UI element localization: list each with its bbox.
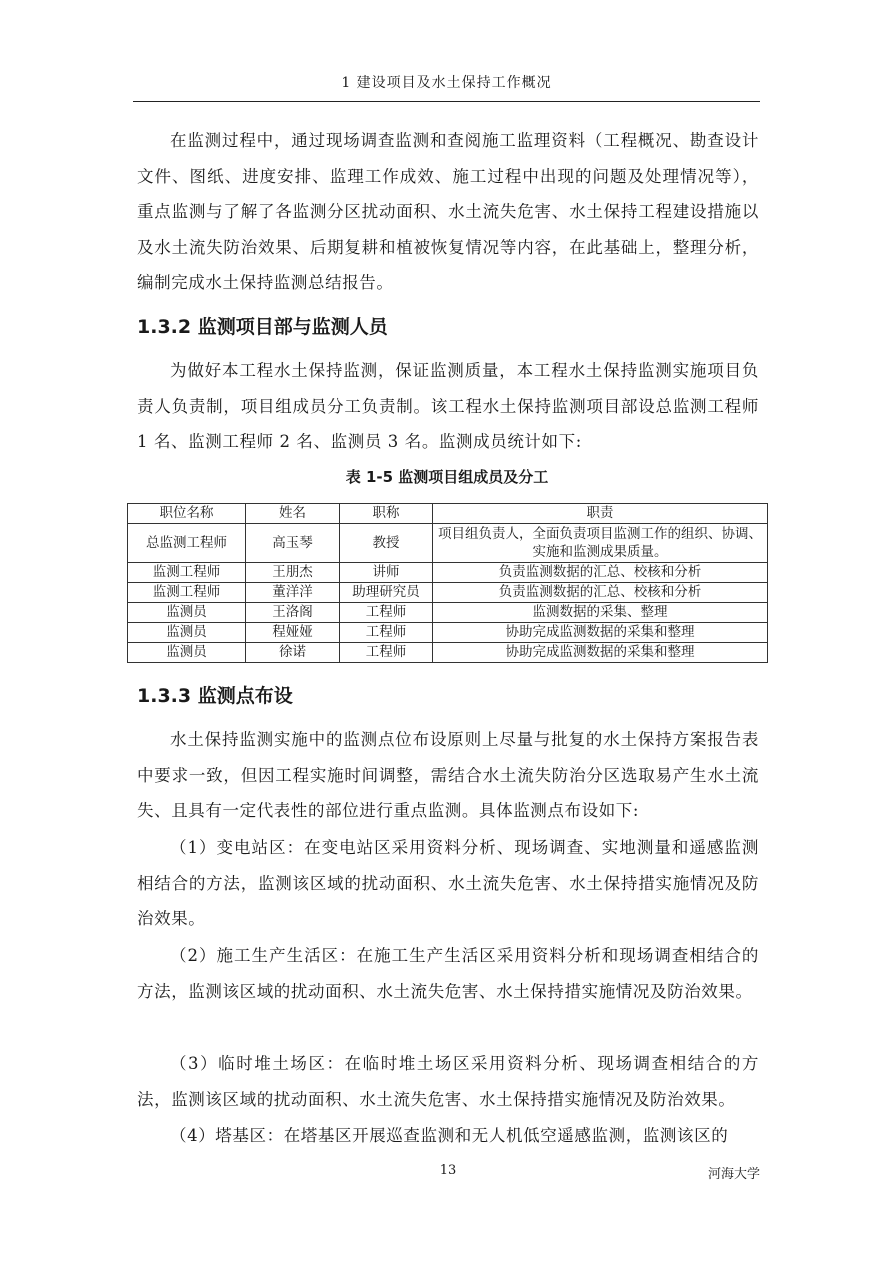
cell-duty: 协助完成监测数据的采集和整理 <box>433 643 768 663</box>
cell-title: 助理研究员 <box>340 583 433 603</box>
header-cell-name: 姓名 <box>246 504 340 524</box>
paragraph-substation-area: （1）变电站区：在变电站区采用资料分析、现场调查、实地测量和遥感监测相结合的方法，监测该区域的扰动面积、水土流失危害、水土保持措实施情况及防治效果。 <box>137 838 759 928</box>
footer-institution: 河海大学 <box>707 1167 760 1182</box>
cell-title: 教授 <box>340 524 433 563</box>
header-cell-duty: 职责 <box>433 504 768 524</box>
cell-duty: 项目组负责人，全面负责项目监测工作的组织、协调、实施和监测成果质量。 <box>433 524 768 563</box>
cell-position: 总监测工程师 <box>128 524 246 563</box>
section-heading-1-3-3: 1.3.3 监测点布设 <box>137 685 293 707</box>
header-cell-title: 职称 <box>340 504 433 524</box>
cell-position: 监测员 <box>128 643 246 663</box>
table-row <box>128 524 768 563</box>
header-cell-position: 职位名称 <box>128 504 246 524</box>
cell-duty: 监测数据的采集、整理 <box>433 603 768 623</box>
cell-title: 工程师 <box>340 643 433 663</box>
cell-name: 董洋洋 <box>246 583 340 603</box>
cell-name: 王洛阁 <box>246 603 340 623</box>
paragraph-tower-base-area: （4）塔基区：在塔基区开展巡查监测和无人机低空遥感监测，监测该区的 <box>170 1126 729 1145</box>
table-header-row <box>128 504 768 524</box>
section-heading-1-3-2: 1.3.2 监测项目部与监测人员 <box>137 316 388 338</box>
cell-name: 程娅娅 <box>246 623 340 643</box>
paragraph-monitoring-process: 在监测过程中，通过现场调查监测和查阅施工监理资料（工程概况、勘查设计文件、图纸、进度安排、监理工作成效、施工过程中出现的问题及处理情况等），重点监测与了解了各监测分区扰动面积、水土流失危害、水土保持工程建设措施以及水土流失防治效果、后期复耕和植被恢复情况等内容，在此基础上，整理分析，编制完成水土保持监测总结报告。 <box>137 131 759 292</box>
paragraph-project-team: 为做好本工程水土保持监测，保证监测质量，本工程水土保持监测实施项目负责人负责制，项目组成员分工负责制。该工程水土保持监测项目部设总监测工程师 1 名、监测工程师 2 名、监测员 3 名。监测成员统计如下: <box>137 361 759 451</box>
cell-title: 讲师 <box>340 563 433 583</box>
table-row <box>128 643 768 663</box>
table-row <box>128 583 768 603</box>
cell-position: 监测员 <box>128 603 246 623</box>
staff-table <box>127 503 768 663</box>
cell-position: 监测员 <box>128 623 246 643</box>
cell-position: 监测工程师 <box>128 583 246 603</box>
table-caption: 表 1-5 监测项目组成员及分工 <box>345 468 549 486</box>
table-row <box>128 563 768 583</box>
page-number: 13 <box>439 1163 457 1178</box>
cell-duty: 协助完成监测数据的采集和整理 <box>433 623 768 643</box>
paragraph-construction-living-area: （2）施工生产生活区：在施工生产生活区采用资料分析和现场调查相结合的方法，监测该区域的扰动面积、水土流失危害、水土保持措实施情况及防治效果。 <box>137 946 759 1001</box>
cell-title: 工程师 <box>340 603 433 623</box>
cell-title: 工程师 <box>340 623 433 643</box>
table-row <box>128 623 768 643</box>
running-header: 1 建设项目及水土保持工作概况 <box>341 75 552 91</box>
paragraph-point-layout: 水土保持监测实施中的监测点位布设原则上尽量与批复的水土保持方案报告表中要求一致，但因工程实施时间调整，需结合水土流失防治分区选取易产生水土流失、且具有一定代表性的部位进行重点监测。具体监测点布设如下: <box>137 730 759 820</box>
cell-duty: 负责监测数据的汇总、校核和分析 <box>433 583 768 603</box>
header-rule <box>133 101 760 102</box>
table-row <box>128 603 768 623</box>
cell-name: 徐诺 <box>246 643 340 663</box>
cell-name: 王朋杰 <box>246 563 340 583</box>
paragraph-temporary-soil-area: （3）临时堆土场区：在临时堆土场区采用资料分析、现场调查相结合的方法，监测该区域的扰动面积、水土流失危害、水土保持措实施情况及防治效果。 <box>137 1054 759 1109</box>
cell-name: 高玉琴 <box>246 524 340 563</box>
cell-duty: 负责监测数据的汇总、校核和分析 <box>433 563 768 583</box>
cell-position: 监测工程师 <box>128 563 246 583</box>
